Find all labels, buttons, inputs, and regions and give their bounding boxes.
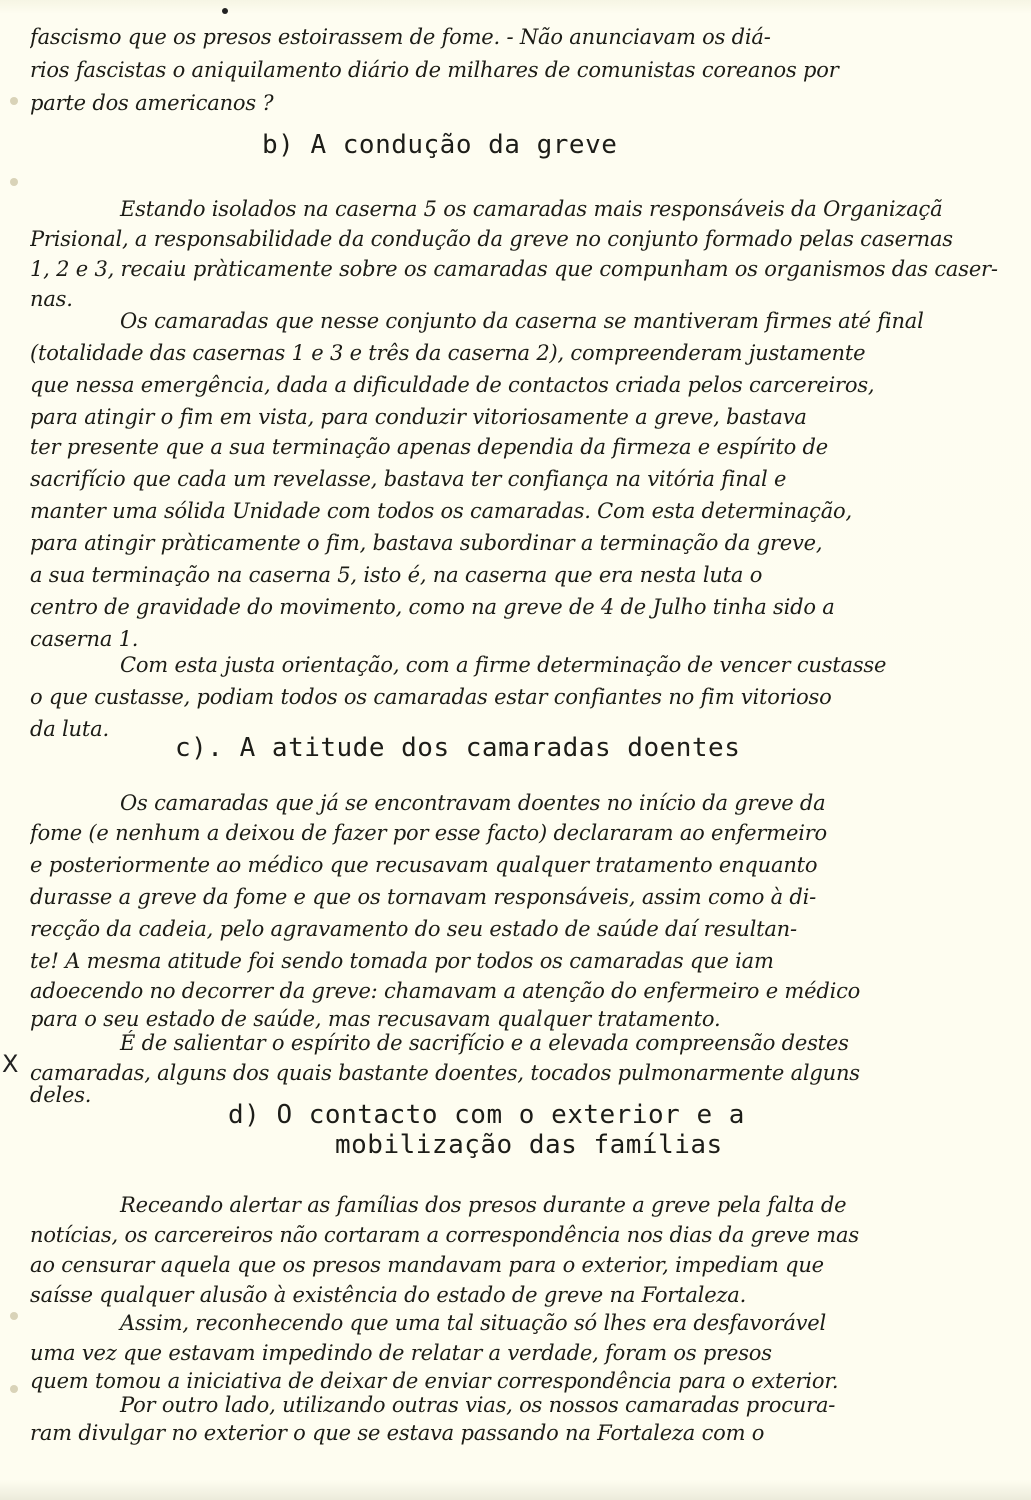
text-line: para atingir o fim em vista, para conduzir vitoriosamente a greve, bastava (30, 405, 807, 429)
text-line: e posteriormente ao médico que recusavam qualquer tratamento enquanto (30, 853, 818, 877)
text-line: sacrifício que cada um revelasse, bastava ter confiança na vitória final e (30, 467, 787, 491)
text-line: fascismo que os presos estoirassem de fome. - Não anunciavam os diá- (30, 25, 771, 49)
text-line: o que custasse, podiam todos os camaradas estar confiantes no fim vitorioso (30, 685, 832, 709)
punch-hole-mark (10, 1385, 18, 1393)
text-line: para o seu estado de saúde, mas recusavam qualquer tratamento. (30, 1007, 721, 1031)
text-line: Com esta justa orientação, com a firme determinação de vencer custasse (120, 653, 887, 677)
text-line: Prisional, a responsabilidade da condução da greve no conjunto formado pelas casernas (30, 227, 953, 251)
punch-hole-mark (10, 1312, 18, 1320)
text-line: que nessa emergência, dada a dificuldade de contactos criada pelos carcereiros, (30, 373, 875, 397)
text-line: adoecendo no decorrer da greve: chamavam a atenção do enfermeiro e médico (30, 979, 861, 1003)
text-line: caserna 1. (30, 627, 139, 651)
text-line: manter uma sólida Unidade com todos os camaradas. Com esta determinação, (30, 499, 852, 523)
text-line: rios fascistas o aniquilamento diário de milhares de comunistas coreanos por (30, 58, 839, 82)
section-heading-b: b) A condução da greve (262, 130, 618, 160)
text-line: É de salientar o espírito de sacrifício e a elevada compreensão destes (120, 1031, 849, 1055)
text-line: Estando isolados na caserna 5 os camaradas mais responsáveis da Organizaçã (120, 197, 943, 221)
punch-hole-mark (10, 97, 18, 105)
punch-hole-mark (10, 178, 18, 186)
text-line: saísse qualquer alusão à existência do estado de greve na Fortaleza. (30, 1283, 747, 1307)
margin-x-mark: X (2, 1050, 19, 1078)
text-line: uma vez que estavam impedindo de relatar a verdade, foram os presos (30, 1341, 772, 1365)
text-line: 1, 2 e 3, recaiu pràticamente sobre os camaradas que compunham os organismos das caser- (30, 257, 998, 281)
text-line: da luta. (30, 717, 109, 741)
text-line: nas. (30, 287, 73, 311)
text-line: Receando alertar as famílias dos presos durante a greve pela falta de (120, 1193, 847, 1217)
text-line: ram divulgar no exterior o que se estava passando na Fortaleza com o (30, 1421, 765, 1445)
text-line: centro de gravidade do movimento, como na greve de 4 de Julho tinha sido a (30, 595, 835, 619)
section-heading-d-line2: mobilização das famílias (335, 1130, 723, 1160)
text-line: ter presente que a sua terminação apenas dependia da firmeza e espírito de (30, 435, 829, 459)
text-line: te! A mesma atitude foi sendo tomada por todos os camaradas que iam (30, 949, 774, 973)
text-line: (totalidade das casernas 1 e 3 e três da caserna 2), compreenderam justamente (30, 341, 866, 365)
text-line: Assim, reconhecendo que uma tal situação só lhes era desfavorável (120, 1311, 827, 1335)
text-line: para atingir pràticamente o fim, bastava subordinar a terminação da greve, (30, 531, 823, 555)
text-line: recção da cadeia, pelo agravamento do seu estado de saúde daí resultan- (30, 917, 797, 941)
text-line: camaradas, alguns dos quais bastante doentes, tocados pulmonarmente alguns (30, 1061, 860, 1085)
text-line: Os camaradas que já se encontravam doentes no início da greve da (120, 791, 826, 815)
text-line: durasse a greve da fome e que os tornavam responsáveis, assim como à di- (30, 885, 817, 909)
text-line: quem tomou a iniciativa de deixar de enviar correspondência para o exterior. (30, 1369, 839, 1393)
text-line: deles. (30, 1083, 92, 1107)
text-line: fome (e nenhum a deixou de fazer por esse facto) declararam ao enfermeiro (30, 821, 827, 845)
text-line: Os camaradas que nesse conjunto da caserna se mantiveram firmes até final (120, 309, 924, 333)
text-line: a sua terminação na caserna 5, isto é, na caserna que era nesta luta o (30, 563, 763, 587)
section-heading-d-line1: d) O contacto com o exterior e a (228, 1100, 745, 1130)
text-line: ao censurar aquela que os presos mandavam para o exterior, impediam que (30, 1253, 824, 1277)
section-heading-c: c). A atitude dos camaradas doentes (175, 733, 741, 763)
text-line: notícias, os carcereiros não cortaram a correspondência nos dias da greve mas (30, 1223, 859, 1247)
text-line: Por outro lado, utilizando outras vias, os nossos camaradas procura- (120, 1393, 836, 1417)
ink-dot (222, 8, 228, 14)
text-line: parte dos americanos ? (30, 91, 274, 115)
